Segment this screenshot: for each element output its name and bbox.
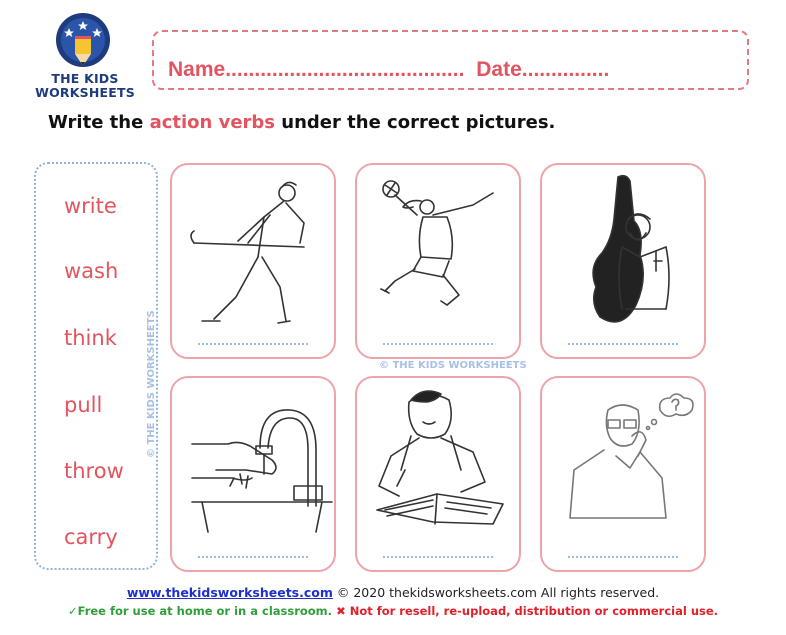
answer-line[interactable]	[383, 556, 493, 558]
man-pulling-rope-icon	[172, 165, 338, 361]
picture-card-carry	[540, 163, 706, 359]
word-bank-item: carry	[64, 525, 118, 549]
answer-line[interactable]	[568, 343, 678, 345]
vertical-watermark: © THE KIDS WORKSHEETS	[146, 310, 157, 458]
free-use-note: ✓Free for use at home or in a classroom.	[67, 604, 333, 618]
instruction-prefix: Write the	[48, 112, 150, 133]
answer-line[interactable]	[568, 556, 678, 558]
picture-card-think	[540, 376, 706, 572]
man-carrying-guitar-icon	[542, 165, 708, 361]
instruction-suffix: under the correct pictures.	[275, 112, 556, 133]
word-bank	[34, 162, 158, 570]
man-thinking-icon	[542, 378, 708, 574]
picture-card-write	[355, 376, 521, 572]
restriction-note: ✖ Not for resell, re-upload, distribution or commercial use.	[336, 604, 719, 618]
word-bank-item: think	[64, 326, 117, 350]
instruction-highlight: action verbs	[149, 112, 276, 133]
hands-washing-icon	[172, 378, 338, 574]
word-bank-item: write	[64, 194, 117, 218]
word-bank-item: wash	[64, 259, 119, 283]
picture-card-wash	[170, 376, 336, 572]
footer-copyright	[0, 585, 786, 600]
picture-card-pull	[170, 163, 336, 359]
pencil-stars-logo-icon	[55, 12, 111, 68]
name-field[interactable]: Name.........................................	[168, 58, 465, 81]
footer-usage	[0, 604, 786, 618]
girl-throwing-ball-icon	[357, 165, 523, 361]
logo-text	[30, 72, 140, 100]
answer-line[interactable]	[383, 343, 493, 345]
name-date-box	[152, 30, 749, 90]
name-date-line	[168, 58, 609, 82]
instruction-text	[48, 112, 555, 133]
copyright-text: © 2020 thekidsworksheets.com All rights reserved.	[332, 585, 660, 600]
date-field[interactable]: Date...............	[476, 58, 610, 81]
answer-line[interactable]	[198, 556, 308, 558]
boy-writing-icon	[357, 378, 523, 574]
site-logo	[30, 8, 140, 98]
answer-line[interactable]	[198, 343, 308, 345]
website-link[interactable]: www.thekidsworksheets.com	[126, 585, 333, 600]
logo-line-2: WORKSHEETS	[35, 85, 135, 100]
word-bank-item: pull	[64, 393, 103, 417]
picture-card-throw	[355, 163, 521, 359]
word-bank-item: throw	[64, 459, 124, 483]
center-watermark: © THE KIDS WORKSHEETS	[379, 360, 527, 371]
logo-line-1: THE KIDS	[51, 71, 119, 86]
